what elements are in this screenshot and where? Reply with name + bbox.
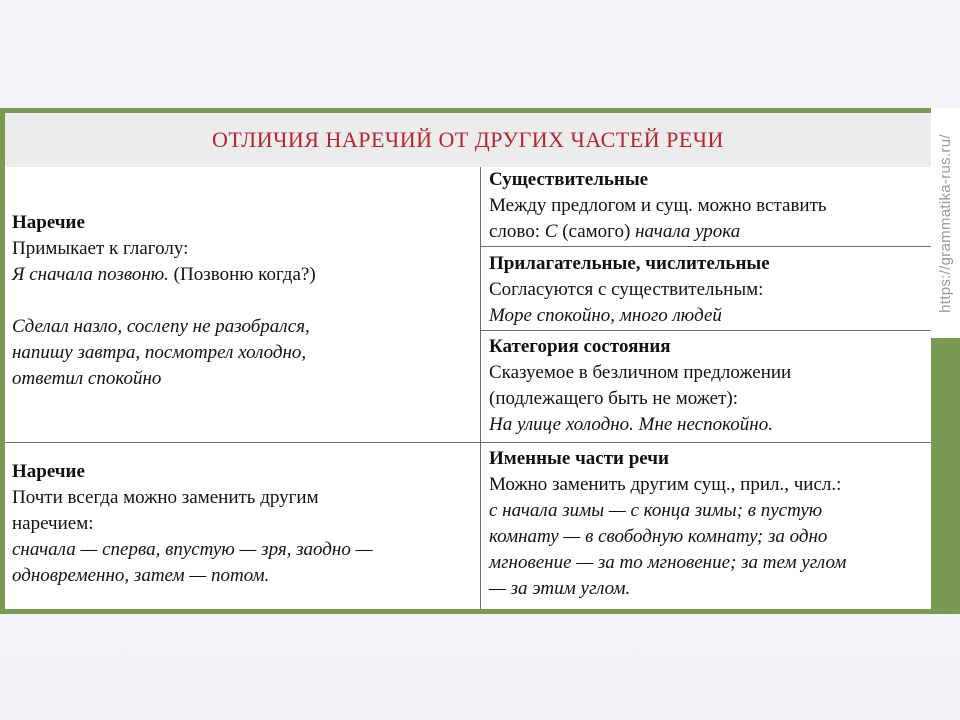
example-italic: Я сначала позвоню. [12,264,169,285]
cell-heading: Существительные [489,169,649,190]
example-line: ответил спокойно [12,368,162,389]
example-line: сначала — сперва, впустую — зря, заодно — [12,539,373,560]
cell-rule: Почти всегда можно заменить другим [12,487,319,508]
right-divider-1 [480,246,931,247]
example-line: напишу завтра, посмотрел холодно, [12,342,307,363]
cell-rule: Можно заменить другим сущ., прил., числ.: [489,474,842,495]
cell-rule: Согласуются с существительным: [489,279,764,300]
text-part: С [544,221,558,242]
title-bar [5,113,931,167]
watermark-text: https://grammatika-rus.ru/ [937,133,954,313]
cell-rule: Примыкает к глаголу: [12,238,189,259]
cell-heading: Прилагательные, числительные [489,253,770,274]
table-title: ОТЛИЧИЯ НАРЕЧИЙ ОТ ДРУГИХ ЧАСТЕЙ РЕЧИ [212,127,724,152]
comparison-table [5,113,931,609]
example-line: одновременно, затем — потом. [12,565,270,586]
example-line: комнату — в свободную комнату; за одно [489,526,828,547]
cell-heading: Именные части речи [489,448,669,469]
cell-rule: Между предлогом и сущ. можно вставить [489,195,827,216]
cell-adverb-adjoin [12,210,472,392]
cell-rule: (подлежащего быть не может): [489,388,738,409]
column-divider [480,167,481,609]
text-part: слово: [489,221,545,242]
cell-rule: Сказуемое в безличном предложении [489,362,792,383]
watermark [931,108,960,338]
cell-rule: наречием: [12,513,94,534]
text-part: (самого) [557,221,636,242]
example-line: мгновение — за то мгновение; за тем углом [489,552,847,573]
cell-heading: Наречие [12,212,85,233]
example-question: (Позвоню когда?) [168,264,316,285]
cell-example [12,262,472,288]
right-divider-2 [480,330,931,331]
cell-example [489,219,929,245]
example-line: — за этим углом. [489,578,631,599]
example-line: Сделал назло, сослепу не разобрался, [12,316,310,337]
cell-nouns [489,167,929,245]
cell-heading: Наречие [12,461,85,482]
cell-state-category [489,334,929,438]
cell-adverb-replace [12,459,472,589]
text-part: начала урока [635,221,741,242]
cell-example: На улице холодно. Мне неспокойно. [489,414,773,435]
table-frame [0,108,960,614]
cell-nominal-parts [489,446,929,602]
cell-heading: Категория состояния [489,336,671,357]
cell-adjectives [489,251,929,329]
row-divider [5,442,931,443]
cell-example: Море спокойно, много людей [489,305,722,326]
example-line: с начала зимы — с конца зимы; в пустую [489,500,823,521]
